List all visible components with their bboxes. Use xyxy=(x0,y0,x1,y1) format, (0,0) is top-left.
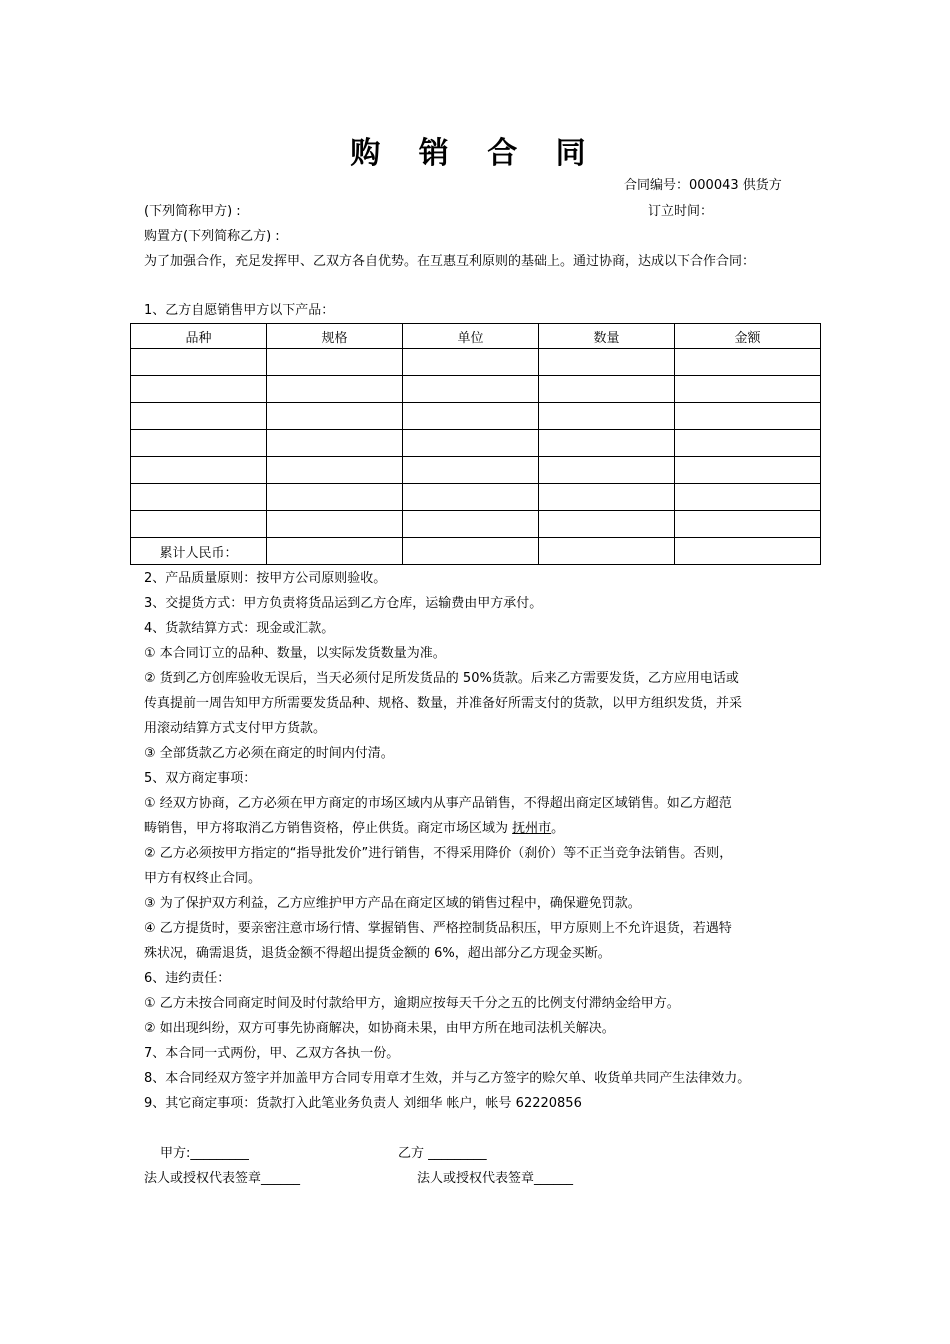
table-cell xyxy=(675,457,821,484)
table-cell xyxy=(267,403,403,430)
clause-5-1-line2-end: 。 xyxy=(551,821,565,836)
product-table xyxy=(130,323,821,565)
table-cell xyxy=(267,349,403,376)
clause-6-2: ② 如出现纠纷，双方可事先协商解决，如协商未果，由甲方所在地司法机关解决。 xyxy=(144,1021,615,1036)
table-header-row xyxy=(131,324,821,349)
table-cell xyxy=(267,457,403,484)
clause-4-2-line1: ② 货到乙方创库验收无误后，当天必须付足所发货品的 50%货款。后来乙方需要发货，乙方应用电话或 xyxy=(144,671,739,686)
table-row xyxy=(131,430,821,457)
table-cell xyxy=(131,349,267,376)
intro-text: 为了加强合作，充足发挥甲、乙双方各自优势。在互惠互利原则的基础上。通过协商，达成以下合作合同： xyxy=(144,254,756,269)
clause-5-4-line1: ④ 乙方提货时，要亲密注意市场行情、掌握销售、严格控制货品积压，甲方原则上不允许退货，若遇特 xyxy=(144,921,732,936)
clause-5: 5、双方商定事项： xyxy=(144,771,257,786)
signature-party-a: 甲方:_________ xyxy=(160,1146,249,1161)
table-cell xyxy=(539,511,675,538)
table-cell xyxy=(675,538,821,565)
clause-6: 6、违约责任： xyxy=(144,971,231,986)
table-cell xyxy=(131,457,267,484)
table-cell xyxy=(131,403,267,430)
table-cell xyxy=(403,403,539,430)
clause-4-3: ③ 全部货款乙方必须在商定的时间内付清。 xyxy=(144,746,394,761)
table-cell xyxy=(131,430,267,457)
clause-5-3: ③ 为了保护双方利益，乙方应维护甲方产品在商定区域的销售过程中，确保避免罚款。 xyxy=(144,896,641,911)
table-cell xyxy=(539,403,675,430)
table-cell xyxy=(403,484,539,511)
table-cell xyxy=(403,349,539,376)
table-cell xyxy=(403,430,539,457)
table-cell xyxy=(403,376,539,403)
table-row xyxy=(131,457,821,484)
table-cell xyxy=(675,430,821,457)
table-cell xyxy=(131,484,267,511)
clause-7: 7、本合同一式两份，甲、乙双方各执一份。 xyxy=(144,1046,400,1061)
clause-4-1: ① 本合同订立的品种、数量，以实际发货数量为准。 xyxy=(144,646,446,661)
column-header: 数量 xyxy=(539,324,675,349)
table-cell xyxy=(403,457,539,484)
clause-4-2-line2: 传真提前一周告知甲方所需要发货品种、规格、数量，并准备好所需支付的货款，以甲方组织发货，并采 xyxy=(144,696,743,711)
table-row xyxy=(131,511,821,538)
table-cell xyxy=(267,376,403,403)
column-header: 规格 xyxy=(267,324,403,349)
clause-3: 3、交提货方式：甲方负责将货品运到乙方仓库，运输费由甲方承付。 xyxy=(144,596,543,611)
clause-5-2-line2: 甲方有权终止合同。 xyxy=(144,871,262,886)
clause-6-1: ① 乙方未按合同商定时间及时付款给甲方，逾期应按每天千分之五的比例支付滞纳金给甲方。 xyxy=(144,996,680,1011)
clause-5-1-line1: ① 经双方协商，乙方必须在甲方商定的市场区域内从事产品销售，不得超出商定区域销售。如乙方超范 xyxy=(144,796,732,811)
market-region: 抚州市 xyxy=(512,821,552,836)
table-row xyxy=(131,403,821,430)
table-cell xyxy=(539,349,675,376)
table-cell xyxy=(539,484,675,511)
contract-number: 合同编号：000043 供货方 xyxy=(624,178,782,193)
clause-2: 2、产品质量原则：按甲方公司原则验收。 xyxy=(144,571,387,586)
table-total-row xyxy=(131,538,821,565)
table-cell xyxy=(675,403,821,430)
column-header: 单位 xyxy=(403,324,539,349)
table-cell xyxy=(539,457,675,484)
representative-seal-b: 法人或授权代表签章______ xyxy=(417,1171,574,1186)
column-header: 金额 xyxy=(675,324,821,349)
table-cell xyxy=(131,511,267,538)
party-b-label: 购置方(下列简称乙方) : xyxy=(144,229,280,244)
table-cell xyxy=(539,538,675,565)
clause-5-1-line2 xyxy=(144,820,564,838)
table-row xyxy=(131,484,821,511)
table-cell xyxy=(267,430,403,457)
table-cell xyxy=(675,484,821,511)
document-title: 购 销 合 同 xyxy=(350,136,600,171)
table-cell xyxy=(675,349,821,376)
clause-4: 4、货款结算方式：现金或汇款。 xyxy=(144,621,335,636)
table-cell xyxy=(403,511,539,538)
table-row xyxy=(131,376,821,403)
clause-8: 8、本合同经双方签字并加盖甲方合同专用章才生效，并与乙方签字的赊欠单、收货单共同产生法律效力。 xyxy=(144,1071,751,1086)
column-header: 品种 xyxy=(131,324,267,349)
table-cell xyxy=(267,511,403,538)
signature-party-b: 乙方 _________ xyxy=(398,1146,487,1161)
table-cell xyxy=(539,376,675,403)
clause-5-2-line1: ② 乙方必须按甲方指定的“指导批发价”进行销售，不得采用降价（刹价）等不正当竞争法销售。否则， xyxy=(144,846,733,861)
table-cell xyxy=(675,511,821,538)
section-1-heading: 1、乙方自愿销售甲方以下产品： xyxy=(144,303,335,318)
table-cell xyxy=(539,430,675,457)
table-cell xyxy=(267,538,403,565)
clause-5-1-line2-text: 畴销售，甲方将取消乙方销售资格，停止供货。商定市场区域为 xyxy=(144,821,513,836)
sign-date-label: 订立时间： xyxy=(648,204,714,219)
total-label: 累计人民币： xyxy=(131,538,267,565)
party-a-label: (下列简称甲方) : xyxy=(144,204,241,219)
table-cell xyxy=(131,376,267,403)
clause-4-2-line3: 用滚动结算方式支付甲方货款。 xyxy=(144,721,327,736)
table-row xyxy=(131,349,821,376)
table-cell xyxy=(267,484,403,511)
table-cell xyxy=(675,376,821,403)
table-cell xyxy=(403,538,539,565)
clause-5-4-line2: 殊状况，确需退货，退货金额不得超出提货金额的 6%，超出部分乙方现金买断。 xyxy=(144,946,611,961)
representative-seal-a: 法人或授权代表签章______ xyxy=(144,1171,301,1186)
clause-9: 9、其它商定事项：货款打入此笔业务负责人 刘细华 帐户，帐号 62220856 xyxy=(144,1096,582,1111)
